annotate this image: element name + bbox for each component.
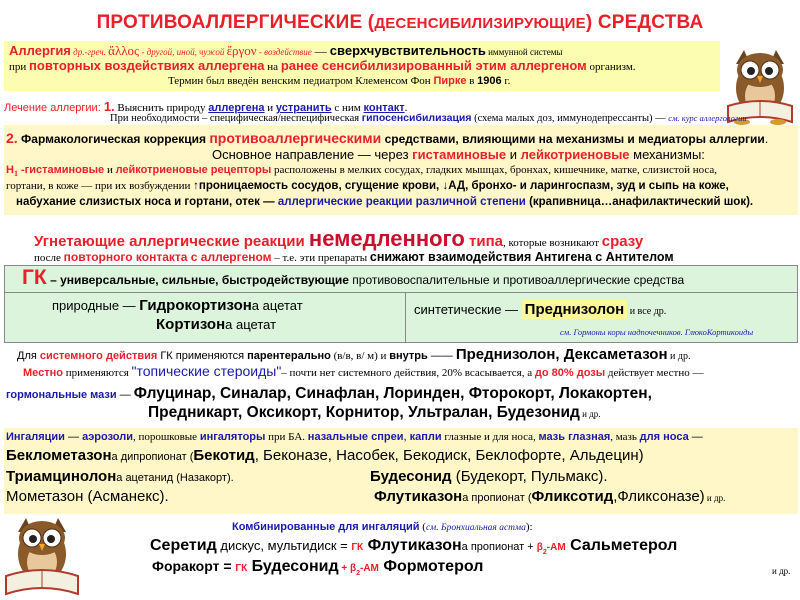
immediate-line-1: Угнетающие аллергические реакции немедленного типа, которые возникают сразу: [34, 226, 644, 251]
gk-synthetic: синтетические — Преднизолон и все др.: [414, 301, 667, 318]
gk-header: ГК – универсальные, сильные, быстродействующие противовоспалительные и противоаллергические средства: [22, 266, 685, 289]
combined-line-1: Серетид дискус, мультидиск = ГК Флутиказона пропионат + $\beta_2-АМ$ Сальметерол: [150, 537, 678, 557]
pharm-line-4: гортани, в коже — при их возбуждении ↑проницаемость сосудов, сгущение крови, ↓АД, бронхо- и ларингоспазм, зуд и сыпь на коже,: [6, 180, 729, 192]
inhal-line-3a: Триамцинолона ацетанид (Назакорт).: [6, 468, 234, 485]
gk-divider-h: [4, 292, 798, 293]
gk-natural-2: Кортизона ацетат: [156, 316, 277, 333]
allergy-line-2: при повторных воздействиях аллергена на ранее сенсибилизированный этим аллергеном организм.: [9, 58, 636, 73]
inhal-line-4b: Флутиказона пропионат (Фликсотид,Фликсоназе) и др.: [374, 488, 726, 505]
pharm-line-3: $H_1$ -гистаминовые и лейкотриеновые рецепторы расположены в мелких сосудах, гладких мышцах, бронхах, кишечнике, матке, слизистой носа,: [6, 164, 718, 179]
gk-synthetic-note: см. Гормоны коры надпочечников. ГлюкоКортикоиды: [560, 327, 754, 337]
allergy-line-3: Термин был введён венским педиатром Клеменсом Фон Пирке в 1906 г.: [168, 75, 511, 87]
topical-line: Местно применяются "топические стероиды"– почти нет системного действия, 20% всасывается, а до 80% дозы действует местно —: [23, 363, 704, 379]
systemic-line: Для системного действия ГК применяются парентерально (в/в, в/ м) и внутрь —— Преднизолон, Дексаметазон и др.: [17, 346, 691, 363]
combined-header: Комбинированные для ингаляций (см. Бронхиальная астма):: [232, 521, 533, 533]
gk-natural-1: природные — Гидрокортизона ацетат: [52, 297, 303, 314]
inhal-line-3b: Будесонид (Будекорт, Пульмакс).: [370, 468, 608, 485]
ointments-line-2: Предникарт, Оксикорт, Корнитор, Ультралан, Будезонид и др.: [148, 404, 601, 421]
immediate-line-2: после повторного контакта с аллергеном – т.е. эти препараты снижают взаимодействия Антигена с Антителом: [34, 250, 674, 264]
inhal-line-1: Ингаляции — аэрозоли, порошковые ингаляторы при БА. назальные спреи, капли глазные и для носа, мазь глазная, мазь для носа —: [6, 431, 703, 443]
pharm-line-5: набухание слизистых носа и гортани, отек — аллергические реакции различной степени (крапивница…анафилактический шок).: [16, 196, 754, 208]
ointments-line-1: гормональные мази — Флуцинар, Синалар, Синафлан, Лоринден, Фторокорт, Локакортен,: [6, 385, 652, 402]
allergy-line-1: Аллергия др.-греч. ἄλλος - другой, иной, чужой ἔργον - воздействие — сверхчувствительность иммунной системы: [9, 43, 563, 58]
treatment-line-2: При необходимости – специфическая/неспецифическая гипосенсибилизация (схема малых доз, иммунодепрессанты) — см. курс аллергологии: [110, 112, 747, 124]
treatment-line-1: Лечение аллергии: 1. Выяснить природу аллергена и устранить с ним контакт.: [4, 99, 408, 114]
inhal-line-2: Беклометазона дипропионат (Бекотид, Беконазе, Насобек, Бекодиск, Беклофорте, Альдецин): [6, 447, 644, 464]
inhal-line-4a: Мометазон (Асманекс).: [6, 488, 169, 505]
pharm-line-1: 2. Фармакологическая коррекция противоаллергическими средствами, влияющими на механизмы и медиаторы аллергии.: [6, 130, 769, 146]
pharm-line-2: Основное направление — через гистаминовые и лейкотриеновые механизмы:: [212, 147, 705, 162]
owl-book-icon: [2, 510, 80, 598]
combined-line-2: Форакорт = ГК Будесонид + $\beta_2-АМ$ Формотерол: [152, 558, 484, 578]
page-title: ПРОТИВОАЛЛЕРГИЧЕСКИЕ (ДЕСЕНСИБИЛИЗИРУЮЩИЕ) СРЕДСТВА: [96, 12, 704, 33]
combined-etc: и др.: [772, 566, 791, 576]
gk-divider-v: [405, 292, 406, 342]
